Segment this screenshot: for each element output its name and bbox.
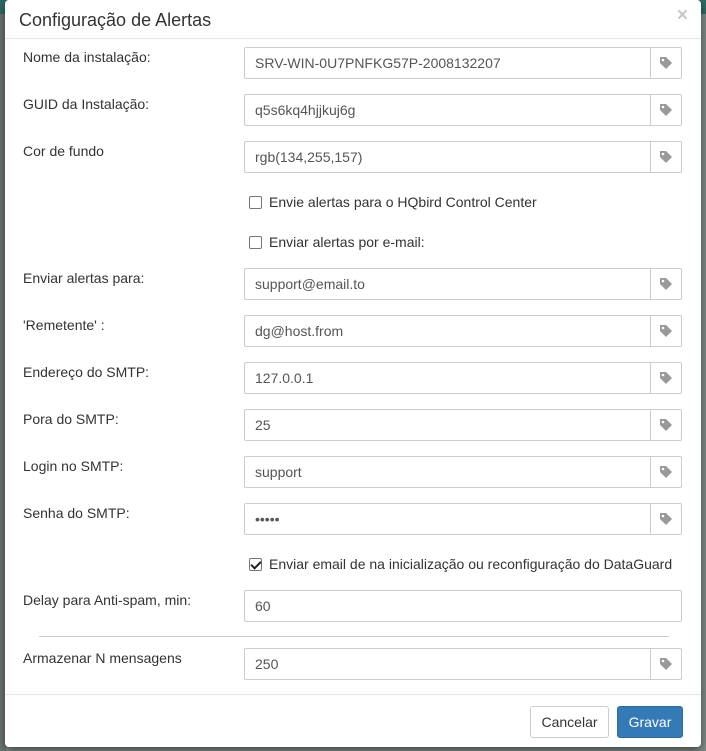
enviar-para-value: support@email.to	[255, 276, 365, 292]
section-divider	[39, 636, 669, 637]
label-remetente: 'Remetente' :	[23, 317, 105, 333]
hqbird-checkbox[interactable]	[249, 196, 262, 209]
tag-icon[interactable]	[650, 142, 681, 172]
startup-checkbox[interactable]	[249, 558, 262, 571]
label-guid: GUID da Instalação:	[23, 96, 150, 112]
label-smtp-endereco: Endereço do SMTP:	[23, 364, 150, 380]
tag-icon[interactable]	[650, 269, 681, 299]
label-smtp-login: Login no SMTP:	[23, 458, 124, 474]
label-nome-instalacao: Nome da instalação:	[23, 49, 151, 65]
smtp-endereco-value: 127.0.0.1	[255, 370, 314, 386]
tag-icon[interactable]	[650, 95, 681, 125]
antispam-input[interactable]	[244, 590, 682, 622]
nome-instalacao-value: SRV-WIN-0U7PNFKG57P-2008132207	[255, 55, 501, 71]
enviar-para-input[interactable]	[244, 268, 682, 300]
label-smtp-senha: Senha do SMTP:	[23, 505, 130, 521]
dialog-title: Configuração de Alertas	[19, 10, 212, 30]
tag-icon[interactable]	[650, 316, 681, 346]
close-button[interactable]: ×	[676, 5, 688, 26]
cancel-button[interactable]: Cancelar	[530, 706, 609, 738]
dialog-footer	[5, 694, 701, 695]
guid-value: q5s6kq4hjjkuj6g	[255, 102, 356, 118]
cor-fundo-value: rgb(134,255,157)	[255, 149, 363, 165]
hqbird-checkbox-row[interactable]	[249, 194, 537, 210]
save-button[interactable]: Gravar	[617, 706, 683, 738]
smtp-porta-input[interactable]	[244, 409, 682, 441]
label-cor-fundo: Cor de fundo	[23, 143, 104, 159]
cor-fundo-input[interactable]	[244, 141, 682, 173]
label-smtp-porta: Pora do SMTP:	[23, 411, 119, 427]
smtp-login-value: support	[255, 464, 302, 480]
label-armazenar: Armazenar N mensagens	[23, 650, 182, 666]
email-checkbox[interactable]	[249, 236, 262, 249]
tag-icon[interactable]	[650, 457, 681, 487]
label-enviar-para: Enviar alertas para:	[23, 270, 145, 286]
tag-icon[interactable]	[650, 363, 681, 393]
label-antispam: Delay para Anti-spam, min:	[23, 592, 192, 608]
antispam-value: 60	[255, 598, 271, 614]
email-checkbox-row[interactable]	[249, 234, 425, 250]
alert-config-dialog	[5, 0, 701, 747]
armazenar-input[interactable]	[244, 648, 682, 680]
tag-icon[interactable]	[650, 410, 681, 440]
remetente-value: dg@host.from	[255, 323, 344, 339]
nome-instalacao-input[interactable]	[244, 47, 682, 79]
tag-icon[interactable]	[650, 48, 681, 78]
smtp-porta-value: 25	[255, 417, 271, 433]
tag-icon[interactable]	[650, 649, 681, 679]
email-checkbox-label: Enviar alertas por e-mail:	[269, 234, 425, 250]
tag-icon[interactable]	[650, 504, 681, 534]
startup-checkbox-row[interactable]	[249, 556, 672, 572]
smtp-login-input[interactable]	[244, 456, 682, 488]
startup-checkbox-label: Enviar email de na inicialização ou reconfiguração do DataGuard	[269, 556, 673, 572]
dialog-header	[5, 0, 701, 39]
hqbird-checkbox-label: Envie alertas para o HQbird Control Center	[269, 194, 537, 210]
smtp-endereco-input[interactable]	[244, 362, 682, 394]
smtp-senha-value: •••••	[255, 511, 280, 527]
remetente-input[interactable]	[244, 315, 682, 347]
smtp-senha-input[interactable]	[244, 503, 682, 535]
guid-input[interactable]	[244, 94, 682, 126]
armazenar-value: 250	[255, 656, 279, 672]
